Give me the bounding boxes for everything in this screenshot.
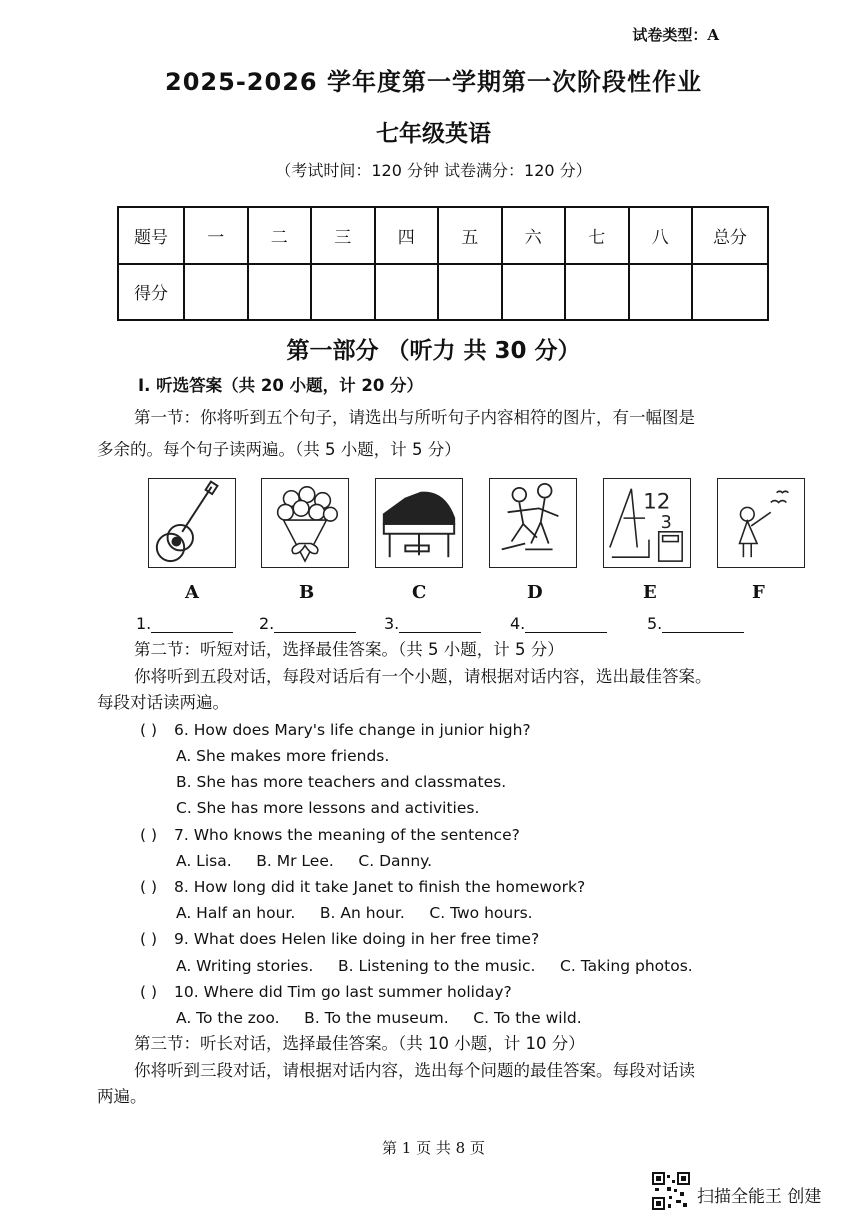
option: A. To the zoo. B. To the museum. C. To the wild. — [176, 1009, 582, 1027]
score-cell[interactable] — [311, 264, 375, 321]
question-text: 8. How long did it take Janet to finish the homework? — [174, 878, 586, 896]
score-cell[interactable] — [692, 264, 768, 321]
picture-label-d: D — [527, 582, 543, 603]
question-paren[interactable]: ( ) — [140, 721, 158, 739]
answer-blank-3[interactable]: 3. — [384, 614, 481, 633]
table-cell: 六 — [502, 207, 566, 264]
option: A. She makes more friends. — [176, 747, 390, 765]
math-icon — [603, 478, 691, 568]
score-table-score-row — [118, 264, 768, 321]
score-cell[interactable] — [629, 264, 693, 321]
section-heading: Ⅰ. 听选答案（共 20 小题，计 20 分） — [138, 376, 424, 395]
part-heading: 第一部分 （听力 共 30 分） — [286, 338, 581, 364]
instruction-line: 你将听到五段对话，每段对话后有一个小题，请根据对话内容，选出最佳答案。 — [134, 667, 712, 686]
page-footer: 第 1 页 共 8 页 — [382, 1139, 485, 1157]
table-cell: 七 — [565, 207, 629, 264]
guitar-icon — [148, 478, 236, 568]
question-paren[interactable]: ( ) — [140, 930, 158, 948]
section-heading: 第三节：听长对话，选择最佳答案。（共 10 小题，计 10 分） — [134, 1034, 585, 1053]
table-cell: 五 — [438, 207, 502, 264]
question-text: 7. Who knows the meaning of the sentence? — [174, 826, 520, 844]
exam-title: 2025-2026 学年度第一学期第一次阶段性作业 — [165, 68, 702, 96]
instruction-line: 两遍。 — [97, 1087, 147, 1106]
picture-label-f: F — [752, 582, 765, 603]
exam-info: （考试时间：120 分钟 试卷满分：120 分） — [275, 161, 592, 180]
answer-blank-2[interactable]: 2. — [259, 614, 356, 633]
answer-blank-4[interactable]: 4. — [510, 614, 607, 633]
paper-type: 试卷类型：A — [632, 26, 719, 44]
option: A. Writing stories. B. Listening to the music. C. Taking photos. — [176, 957, 693, 975]
picture-row — [148, 478, 803, 570]
instruction-line: 每段对话读两遍。 — [97, 693, 229, 712]
table-cell: 一 — [184, 207, 248, 264]
picture-label-b: B — [299, 582, 315, 603]
option: B. She has more teachers and classmates. — [176, 773, 507, 791]
question-paren[interactable]: ( ) — [140, 983, 158, 1001]
flowers-icon — [261, 478, 349, 568]
option: A. Lisa. B. Mr Lee. C. Danny. — [176, 852, 433, 870]
svg-text:3: 3 — [660, 512, 672, 533]
table-cell: 八 — [629, 207, 693, 264]
table-cell: 总分 — [692, 207, 768, 264]
section-heading: 第二节：听短对话，选择最佳答案。（共 5 小题，计 5 分） — [134, 640, 564, 659]
piano-icon — [375, 478, 463, 568]
picture-label-a: A — [185, 582, 199, 603]
score-table-header-row — [118, 207, 768, 264]
skating-icon — [489, 478, 577, 568]
question-paren[interactable]: ( ) — [140, 878, 158, 896]
answer-blank-1[interactable]: 1. — [136, 614, 233, 633]
table-cell: 得分 — [118, 264, 184, 321]
score-cell[interactable] — [248, 264, 312, 321]
table-cell: 三 — [311, 207, 375, 264]
picture-label-e: E — [643, 582, 657, 603]
picture-label-c: C — [412, 582, 427, 603]
girl-birds-icon — [717, 478, 805, 568]
question-paren[interactable]: ( ) — [140, 826, 158, 844]
score-cell[interactable] — [502, 264, 566, 321]
svg-text:12: 12 — [643, 489, 671, 515]
subject-title: 七年级英语 — [376, 121, 491, 147]
score-cell[interactable] — [438, 264, 502, 321]
score-cell[interactable] — [565, 264, 629, 321]
instruction-line: 你将听到三段对话，请根据对话内容，选出每个问题的最佳答案。每段对话读 — [134, 1061, 695, 1080]
qr-code-icon — [652, 1172, 690, 1214]
score-table — [117, 206, 769, 321]
table-cell: 题号 — [118, 207, 184, 264]
option: C. She has more lessons and activities. — [176, 799, 480, 817]
question-text: 10. Where did Tim go last summer holiday? — [174, 983, 512, 1001]
option: A. Half an hour. B. An hour. C. Two hours. — [176, 904, 533, 922]
question-text: 6. How does Mary's life change in junior high? — [174, 721, 531, 739]
table-cell: 二 — [248, 207, 312, 264]
scanner-watermark: 扫描全能王 创建 — [697, 1187, 822, 1207]
score-cell[interactable] — [375, 264, 439, 321]
question-text: 9. What does Helen like doing in her free time? — [174, 930, 540, 948]
table-cell: 四 — [375, 207, 439, 264]
score-cell[interactable] — [184, 264, 248, 321]
answer-blank-5[interactable]: 5. — [647, 614, 744, 633]
instruction-line: 多余的。每个句子读两遍。（共 5 小题，计 5 分） — [97, 440, 461, 459]
instruction-line: 第一节：你将听到五个句子，请选出与所听句子内容相符的图片，有一幅图是 — [134, 408, 695, 427]
